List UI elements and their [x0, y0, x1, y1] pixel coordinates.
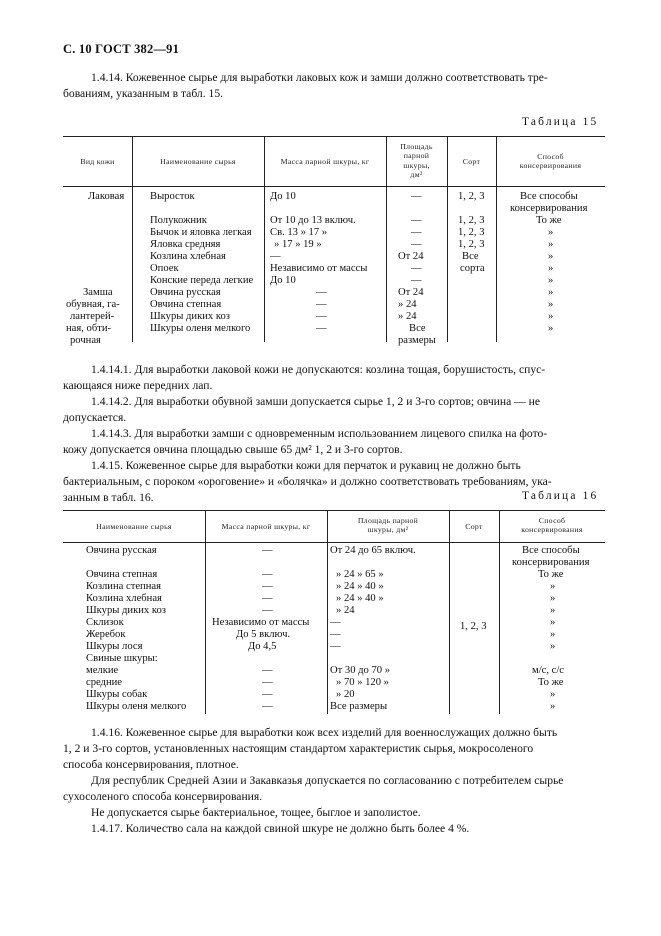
table-rule	[449, 510, 450, 714]
cell-name: Шкуры лося	[86, 641, 143, 652]
cell-area: » 24	[336, 605, 355, 616]
column-header-sort: Сорт	[462, 157, 481, 166]
cell-mass: —	[270, 251, 281, 262]
table-rule	[447, 136, 448, 342]
header-line: Площадь парной	[357, 516, 419, 525]
cell-method: »	[548, 287, 554, 298]
text-line: Не допускается сырье бактериальное, тощее, быглое и заполистое.	[91, 806, 421, 819]
table-rule	[327, 510, 328, 714]
cell-mass: —	[262, 689, 273, 700]
cell-mass: —	[316, 323, 327, 334]
cell-area: » 24 » 65 »	[336, 569, 384, 580]
cell-method: »	[548, 227, 554, 238]
cell-name: Выросток	[150, 191, 195, 202]
text-line: 1.4.14.2. Для выработки обувной замши допускается сырье 1, 2 и 3-го сортов; овчина — не	[91, 395, 540, 408]
cell-mass: До 10	[270, 191, 296, 202]
cell-area: размеры	[398, 335, 436, 346]
table-15-caption: Таблица 15	[522, 116, 599, 128]
cell-name: Шкуры диких коз	[86, 605, 166, 616]
cell-area: —	[330, 641, 341, 652]
cell-name: Конские переда легкие	[150, 275, 254, 286]
cell-area: От 24	[398, 287, 424, 298]
text-line: 1.4.14.1. Для выработки лаковой кожи не допускаются: козлина тощая, борушистость, спус-	[91, 363, 546, 376]
text-line: бованиям, указанным в табл. 15.	[63, 87, 224, 100]
table-rule	[132, 136, 133, 342]
cell-method: Все способы	[520, 191, 578, 202]
cell-method: »	[548, 239, 554, 250]
column-header-method	[496, 152, 605, 171]
cell-mass: До 5 включ.	[236, 629, 291, 640]
cell-method: »	[550, 605, 556, 616]
cell-mass: —	[262, 593, 273, 604]
cell-vid: Лаковая	[88, 191, 125, 202]
cell-mass: » 17 » 19 »	[274, 239, 322, 250]
cell-area: » 24 » 40 »	[336, 593, 384, 604]
paragraph-1-4-14	[63, 70, 603, 102]
text-line: 1, 2 и 3-го сортов, установленных настоящим стандартом характеристик сырья, мокросоленого	[63, 742, 534, 755]
cell-area: Все размеры	[330, 701, 388, 712]
cell-method: »	[550, 701, 556, 712]
cell-method: То же	[536, 215, 562, 226]
cell-area: —	[411, 215, 422, 226]
table-rule	[63, 186, 605, 187]
header-line: Способ	[537, 152, 564, 161]
column-header-mass: Масса парной шкуры, кг	[221, 522, 311, 531]
text-line: 1.4.14. Кожевенное сырье для выработки лаковых кож и замши должно соответствовать тре-	[91, 71, 548, 84]
cell-name: Козлина хлебная	[86, 593, 162, 604]
cell-area: —	[411, 191, 422, 202]
cell-area: От 24 до 65 включ.	[330, 545, 416, 556]
cell-area: —	[411, 275, 422, 286]
cell-area: —	[330, 617, 341, 628]
table-rule	[63, 136, 605, 137]
cell-sort: 1, 2, 3	[458, 227, 485, 238]
text-line: кающаяся ниже передних лап.	[63, 379, 213, 392]
cell-mass: —	[262, 569, 273, 580]
cell-area: » 24	[398, 299, 417, 310]
table-rule	[499, 510, 500, 714]
cell-vid: Замша	[83, 287, 113, 298]
text-line: занным в табл. 16.	[63, 491, 154, 504]
cell-method: м/с, с/с	[532, 665, 564, 676]
cell-name: Шкуры диких коз	[150, 311, 230, 322]
cell-name: Жеребок	[86, 629, 126, 640]
header-line: дм²	[410, 170, 423, 180]
cell-name: Овчина степная	[150, 299, 222, 310]
paragraph-1-4-14-subs	[63, 362, 603, 506]
text-line: 1.4.16. Кожевенное сырье для выработки кож всех изделий для военнослужащих должно быть	[91, 726, 558, 739]
cell-mass: —	[262, 545, 273, 556]
header-line: шкуры,	[403, 160, 430, 170]
column-header-method	[499, 516, 605, 535]
cell-area: От 30 до 70 »	[330, 665, 391, 676]
table-rule	[63, 542, 605, 543]
table-rule	[205, 510, 206, 714]
table-16-caption: Таблица 16	[522, 490, 599, 502]
header-line: консервирования	[521, 525, 583, 535]
cell-area: » 24	[398, 311, 417, 322]
cell-vid: ная, обти-	[66, 323, 112, 334]
cell-method: »	[550, 593, 556, 604]
cell-method: »	[550, 581, 556, 592]
text-line: Для республик Средней Азии и Закавказья допускается по согласованию с потребителем сырье	[91, 774, 564, 787]
table-rule	[264, 136, 265, 342]
paragraph-1-4-16	[63, 725, 603, 837]
cell-name: Овчина русская	[150, 287, 221, 298]
cell-mass: От 10 до 13 включ.	[270, 215, 356, 226]
cell-method: »	[550, 617, 556, 628]
cell-vid: рочная	[70, 335, 101, 346]
cell-method: »	[548, 311, 554, 322]
cell-name: средние	[86, 677, 122, 688]
cell-mass: —	[316, 287, 327, 298]
cell-method: »	[548, 275, 554, 286]
cell-method: »	[550, 629, 556, 640]
header-line: консервирования	[519, 161, 582, 171]
text-line: 1.4.15. Кожевенное сырье для выработки кожи для перчаток и рукавиц не должно быть	[91, 459, 521, 472]
cell-mass: Св. 13 » 17 »	[270, 227, 328, 238]
column-header-sort: Сорт	[465, 522, 483, 531]
cell-area: —	[411, 239, 422, 250]
cell-area: » 70 » 120 »	[336, 677, 389, 688]
cell-method: »	[550, 689, 556, 700]
cell-method: То же	[538, 569, 564, 580]
cell-mass: Независимо от массы	[212, 617, 310, 628]
cell-name: Овчина русская	[86, 545, 157, 556]
cell-method: консервирования	[512, 557, 590, 568]
cell-name: Опоек	[150, 263, 179, 274]
cell-vid: обувная, га-	[66, 299, 120, 310]
cell-mass: —	[316, 299, 327, 310]
page-header: С. 10 ГОСТ 382—91	[63, 42, 180, 56]
cell-name: Овчина степная	[86, 569, 158, 580]
cell-method: »	[548, 263, 554, 274]
cell-mass: —	[262, 605, 273, 616]
header-line: шкуры, дм²	[367, 525, 409, 535]
text-line: кожу допускается овчина площадью свыше 65 дм² 1, 2 и 3-го сортов.	[63, 443, 403, 456]
cell-area: » 24 » 40 »	[336, 581, 384, 592]
cell-mass: —	[262, 677, 273, 688]
text-line: 1.4.17. Количество сала на каждой свиной шкуре не должно быть более 4 %.	[91, 822, 470, 835]
cell-mass: Независимо от массы	[270, 263, 368, 274]
column-header-area	[386, 142, 447, 180]
cell-method: »	[548, 299, 554, 310]
cell-sort: 1, 2, 3	[458, 239, 485, 250]
cell-method: То же	[538, 677, 564, 688]
cell-area: —	[330, 629, 341, 640]
cell-sort: 1, 2, 3	[458, 191, 485, 202]
header-line: Способ	[538, 516, 566, 525]
cell-mass: До 10	[270, 275, 296, 286]
cell-mass: До 4,5	[248, 641, 277, 652]
cell-method: »	[548, 323, 554, 334]
header-line: Площадь	[400, 142, 433, 151]
text-line: способа консервирования, плотное.	[63, 758, 239, 771]
cell-area: Все	[409, 323, 426, 334]
cell-sort: 1, 2, 3	[458, 215, 485, 226]
cell-method: Все способы	[522, 545, 580, 556]
column-header-name: Наименование сырья	[96, 522, 172, 531]
cell-name: Шкуры оленя мелкого	[150, 323, 251, 334]
column-header-vid: Вид кожи	[80, 157, 115, 166]
cell-name: Шкуры собак	[86, 689, 148, 700]
cell-method: »	[550, 641, 556, 652]
cell-method: консервирования	[510, 203, 588, 214]
column-header-name: Наименование сырья	[160, 157, 236, 166]
cell-sort: Все	[462, 251, 479, 262]
text-line: сухосоленого способа консервирования.	[63, 790, 263, 803]
text-line: 1.4.14.3. Для выработки замши с одновременным использованием лицевого спилка на фото-	[91, 427, 548, 440]
cell-vid: лантерей-	[70, 311, 115, 322]
cell-name: Шкуры оленя мелкого	[86, 701, 187, 712]
cell-mass: —	[262, 581, 273, 592]
cell-name: мелкие	[86, 665, 119, 676]
cell-area: » 20	[336, 689, 355, 700]
cell-name: Козлина степная	[86, 581, 161, 592]
cell-area: —	[411, 263, 422, 274]
text-line: бактериальным, с пороком «ороговение» и «болячка» и должно соответствовать требованиям, ука-	[63, 475, 552, 488]
table-rule	[63, 510, 605, 511]
cell-name: Склизок	[86, 617, 124, 628]
column-header-mass: Масса парной шкуры, кг	[280, 157, 370, 166]
cell-method: »	[548, 251, 554, 262]
header-line: парной	[403, 151, 430, 161]
cell-sort: сорта	[460, 263, 485, 274]
cell-name: Козлина хлебная	[150, 251, 226, 262]
cell-sort: 1, 2, 3	[460, 621, 487, 632]
cell-name: Бычок и яловка легкая	[150, 227, 252, 238]
cell-area: —	[411, 227, 422, 238]
cell-mass: —	[262, 665, 273, 676]
cell-name: Свиные шкуры:	[86, 653, 158, 664]
cell-mass: —	[262, 701, 273, 712]
column-header-area	[327, 516, 449, 535]
cell-mass: —	[316, 311, 327, 322]
cell-area: От 24	[398, 251, 424, 262]
cell-name: Яловка средняя	[150, 239, 221, 250]
text-line: допускается.	[63, 411, 127, 424]
cell-name: Полукожник	[150, 215, 207, 226]
